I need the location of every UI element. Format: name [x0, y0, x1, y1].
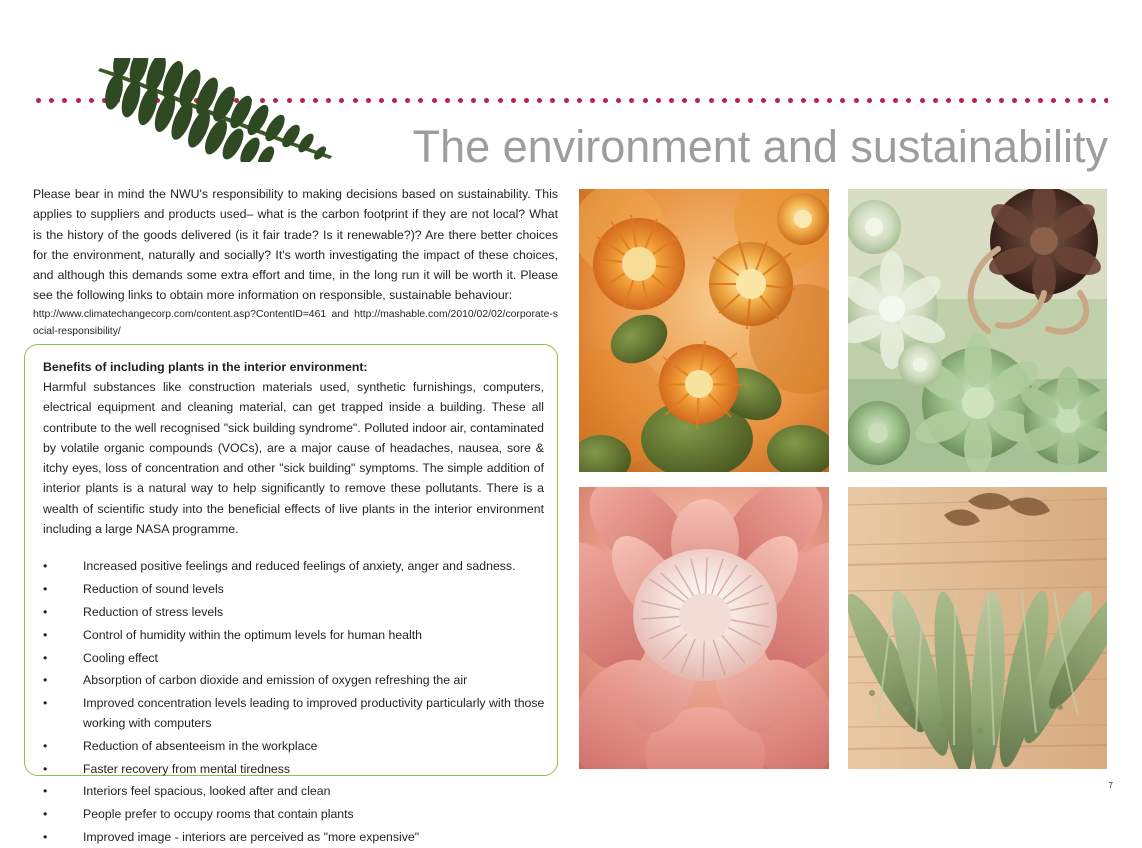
list-item-label: People prefer to occupy rooms that contain plants — [83, 807, 354, 822]
list-item — [35, 760, 547, 780]
bullet-marker: • — [43, 738, 48, 753]
bullet-marker: • — [43, 559, 48, 574]
list-item — [35, 603, 547, 623]
bullet-marker: • — [43, 650, 48, 665]
list-item — [35, 694, 547, 734]
photo-succulent-garden — [848, 189, 1107, 472]
list-item — [35, 557, 547, 577]
photo-aloe-leaves-on-wood — [848, 487, 1107, 769]
list-item-label: Absorption of carbon dioxide and emission of oxygen refreshing the air — [83, 673, 468, 688]
bullet-marker: • — [43, 784, 48, 799]
list-item-label: Improved image - interiors are perceived as "more expensive" — [83, 829, 420, 844]
photo-pink-king-protea — [579, 487, 829, 769]
bullet-marker: • — [43, 604, 48, 619]
intro-paragraph — [33, 184, 558, 340]
list-item-label: Improved concentration levels leading to improved productivity particularly with those working with computers — [83, 696, 545, 730]
leaf-sprig-icon — [92, 58, 342, 162]
list-item-label: Reduction of sound levels — [83, 582, 224, 597]
benefits-body: Harmful substances like construction materials used, synthetic furnishings, computers, electrical equipment and cleaning material, can get trapped inside a building. These all contribute to the well recognised "sick building syndrome". Polluted indoor air, contaminated by volatile organic compounds (VOCs), are a major cause of headaches, nausea, sore & itchy eyes, loss of concentration and other "sick building" symptoms. The simple addition of interior plants is a natural way to help significantly to remove these pollutants. There is a wealth of scientific study into the beneficial effects of live plants in the interior environment including a large NASA programme. — [43, 380, 544, 537]
list-item-label: Increased positive feelings and reduced feelings of anxiety, anger and sadness. — [83, 559, 516, 574]
photo-orange-pincushion-proteas — [579, 189, 829, 472]
benefits-callout-box — [24, 344, 558, 844]
bullet-marker: • — [43, 627, 48, 642]
intro-text: Please bear in mind the NWU's responsibility to making decisions based on sustainability. This applies to suppliers and products used– what is the carbon footprint if they are not local? What is the history of the goods delivered (is it fair trade? Is it renewable?)? Are there better choices for the environment, naturally and socially? It's worth investigating the impact of these choices, and although this demands some extra effort and time, in the long run it will be worth it. Please see the following links to obtain more information on responsible, sustainable behaviour: — [33, 187, 558, 303]
list-item-label: Cooling effect — [83, 650, 158, 665]
list-item — [35, 649, 547, 669]
list-item-label: Reduction of stress levels — [83, 604, 224, 619]
list-item — [35, 737, 547, 757]
list-item — [35, 828, 547, 848]
benefits-bullet-list — [35, 557, 547, 847]
list-item — [35, 805, 547, 825]
list-item-label: Reduction of absenteeism in the workplace — [83, 738, 318, 753]
bullet-marker: • — [43, 829, 48, 844]
bullet-marker: • — [43, 807, 48, 822]
list-item-label: Interiors feel spacious, looked after and clean — [83, 784, 331, 799]
bullet-marker: • — [43, 582, 48, 597]
list-item-label: Control of humidity within the optimum levels for human health — [83, 627, 423, 642]
list-item — [35, 626, 547, 646]
page-title: The environment and sustainability — [412, 121, 1108, 172]
bullet-marker: • — [43, 696, 48, 711]
list-item-label: Faster recovery from mental tiredness — [83, 761, 291, 776]
page-number: 7 — [1108, 781, 1113, 790]
reference-links[interactable]: http://www.climatechangecorp.com/content.asp?ContentID=461 and http://mashable.com/2010/02/02/corporate-social-responsibility/ — [33, 308, 558, 337]
list-item — [35, 671, 547, 691]
list-item — [35, 782, 547, 802]
bullet-marker: • — [43, 673, 48, 688]
list-item — [35, 580, 547, 600]
bullet-marker: • — [43, 761, 48, 776]
benefits-heading: Benefits of including plants in the interior environment: — [43, 360, 368, 374]
